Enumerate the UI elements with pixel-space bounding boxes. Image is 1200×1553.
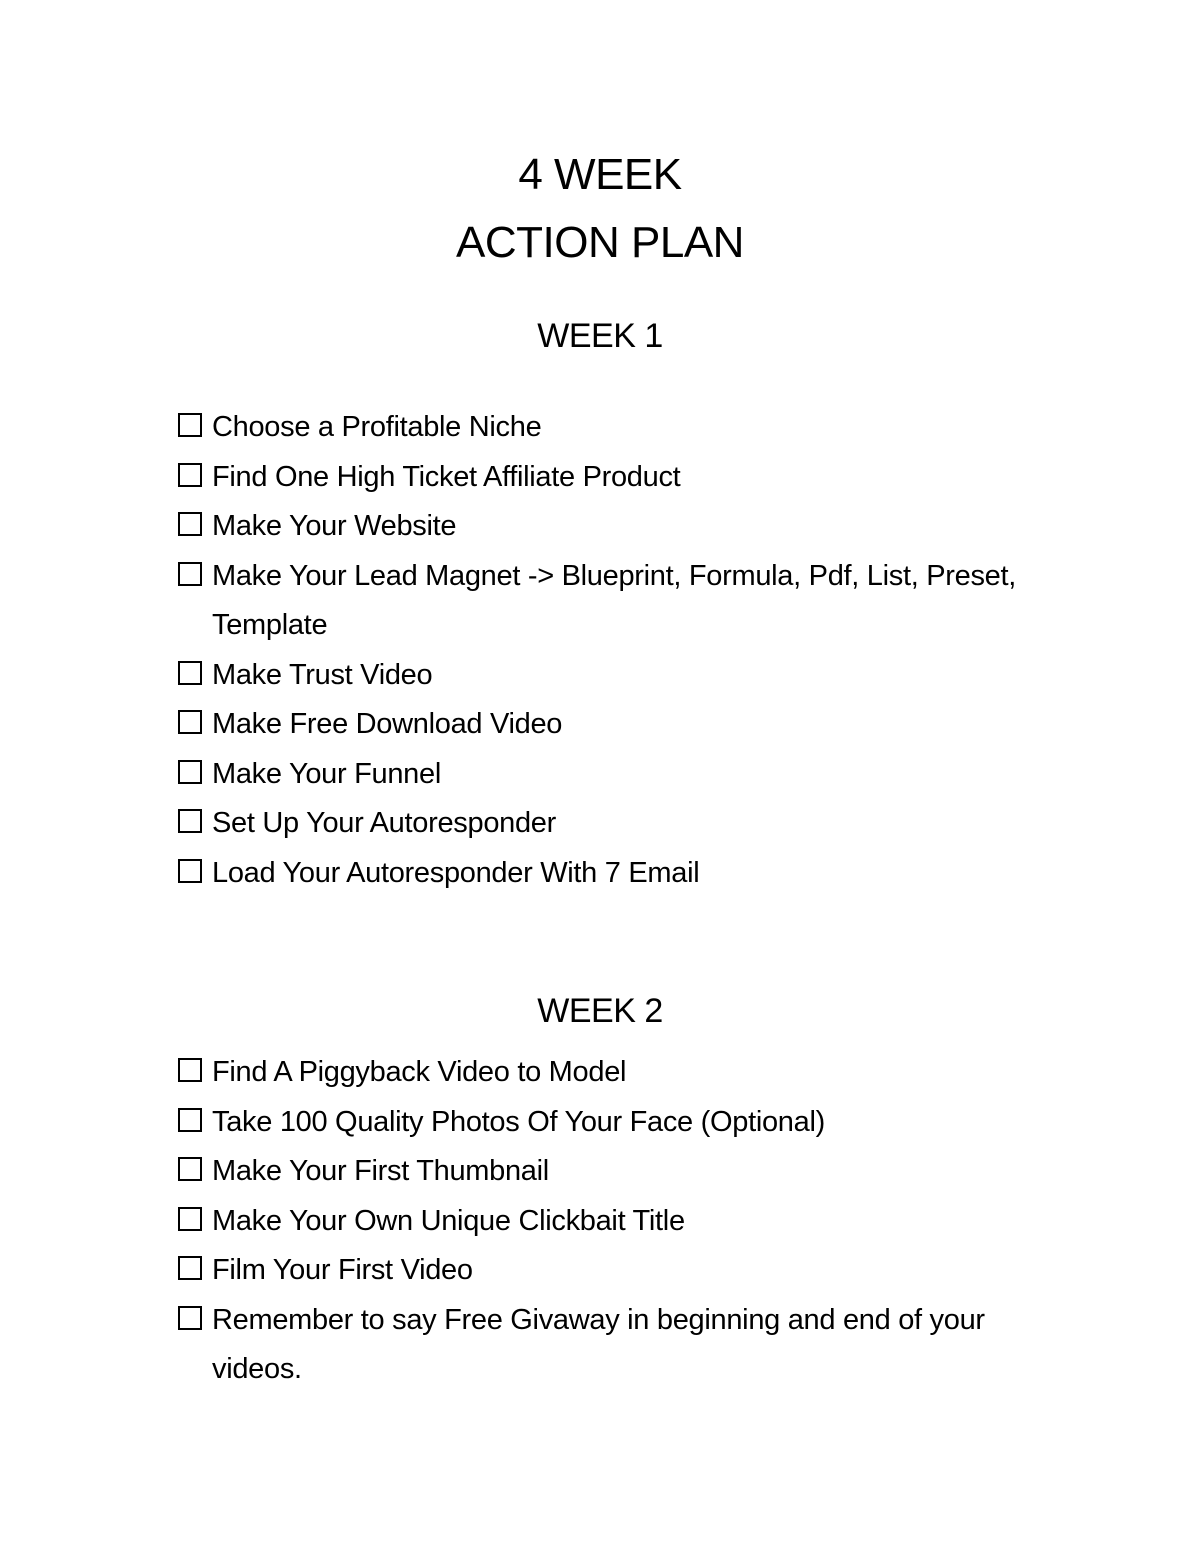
checklist-item-label: Take 100 Quality Photos Of Your Face (Optional): [212, 1105, 825, 1138]
checkbox[interactable]: [178, 463, 202, 487]
checklist-item: [178, 700, 1038, 750]
checklist-item-label: Load Your Autoresponder With 7 Email: [212, 856, 700, 889]
checklist-item-label: Make Your First Thumbnail: [212, 1155, 549, 1187]
checkbox[interactable]: [178, 1157, 202, 1181]
week-1-heading: WEEK 1: [537, 317, 663, 355]
checklist-item-label: Make Your Website: [212, 510, 457, 542]
document-title-line-1: 4 WEEK: [518, 150, 682, 199]
checklist-item: [178, 403, 1038, 453]
checklist-item-label: Remember to say Free Givaway in beginning and end of your videos.: [212, 1303, 985, 1385]
checklist-item-label: Make Your Lead Magnet -> Blueprint, Formula, Pdf, List, Preset, Template: [212, 559, 1017, 641]
checkbox[interactable]: [178, 512, 202, 536]
checklist-item-label: Film Your First Video: [212, 1254, 473, 1286]
checklist-item-label: Make Trust Video: [212, 658, 433, 691]
checklist-item: [178, 1147, 1038, 1197]
checkbox[interactable]: [178, 809, 202, 833]
document-title-line-2: ACTION PLAN: [456, 218, 744, 267]
checklist-item-label: Find A Piggyback Video to Model: [212, 1056, 627, 1088]
checklist-item: [178, 1296, 1038, 1395]
checklist-item: [178, 1098, 1038, 1148]
checklist-item: [178, 453, 1038, 503]
checkbox[interactable]: [178, 562, 202, 586]
checklist-item: [178, 1048, 1038, 1098]
checklist-item-label: Set Up Your Autoresponder: [212, 807, 556, 839]
checklist-item: [178, 1246, 1038, 1296]
week-2-checklist: [178, 1048, 1038, 1395]
checkbox[interactable]: [178, 859, 202, 883]
checkbox[interactable]: [178, 760, 202, 784]
checklist-item: [178, 799, 1038, 849]
checkbox[interactable]: [178, 1058, 202, 1082]
checklist-item: [178, 651, 1038, 701]
checkbox[interactable]: [178, 1108, 202, 1132]
checkbox[interactable]: [178, 413, 202, 437]
checkbox[interactable]: [178, 1207, 202, 1231]
checklist-item: [178, 750, 1038, 800]
checklist-item-label: Make Free Download Video: [212, 708, 563, 740]
checkbox[interactable]: [178, 1256, 202, 1280]
checklist-item-label: Choose a Profitable Niche: [212, 411, 542, 443]
checklist-item: [178, 1197, 1038, 1247]
checklist-item: [178, 502, 1038, 552]
checklist-item: [178, 849, 1038, 899]
checkbox[interactable]: [178, 1306, 202, 1330]
checkbox[interactable]: [178, 661, 202, 685]
checklist-item: [178, 552, 1038, 651]
checklist-item-label: Make Your Funnel: [212, 757, 441, 790]
week-2-heading: WEEK 2: [537, 992, 663, 1030]
checkbox[interactable]: [178, 710, 202, 734]
checklist-item-label: Make Your Own Unique Clickbait Title: [212, 1204, 685, 1237]
checklist-item-label: Find One High Ticket Affiliate Product: [212, 460, 681, 493]
week-1-checklist: [178, 403, 1038, 898]
